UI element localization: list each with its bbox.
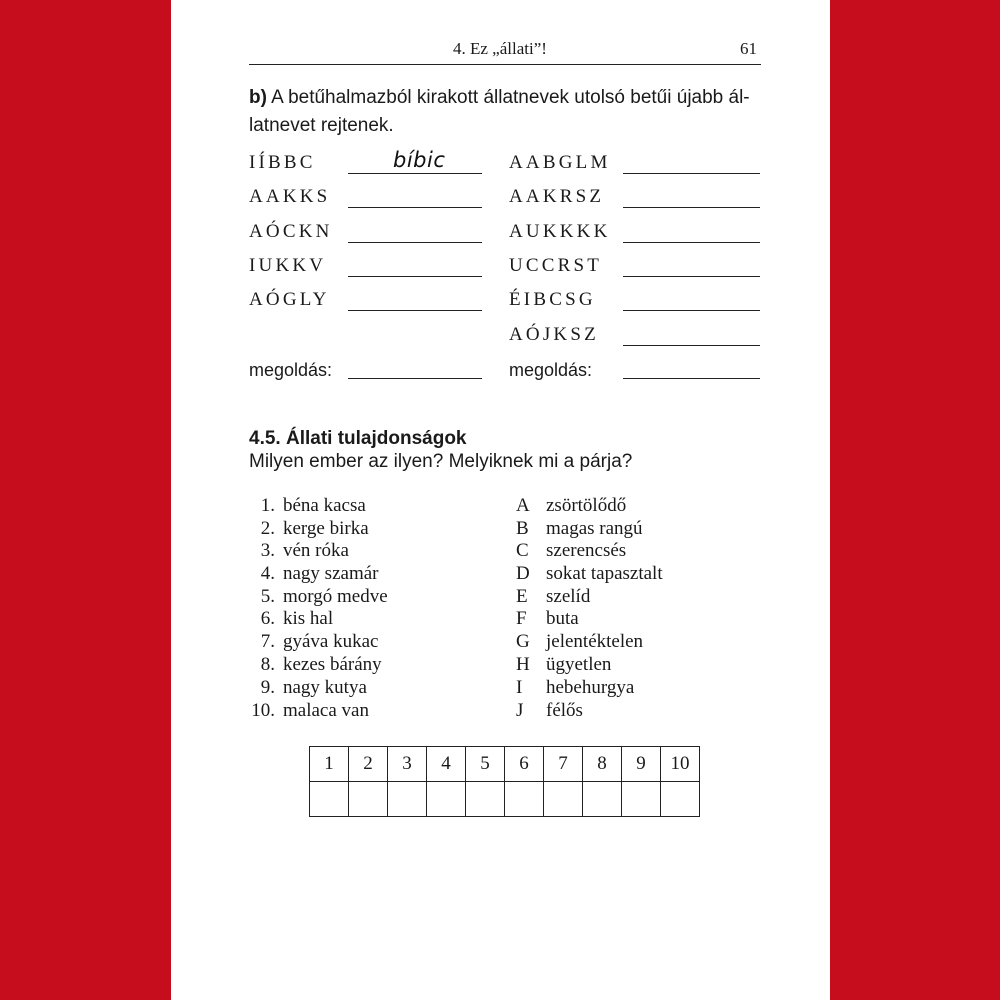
list-item	[249, 608, 333, 630]
section-question: Milyen ember az ilyen? Melyiknek mi a párja?	[249, 451, 633, 472]
scramble-right-3-letters: AUKKKK	[509, 221, 611, 242]
scramble-right-4-letters: UCCRST	[509, 255, 603, 276]
list-item	[249, 700, 369, 722]
answer-grid-answer-row	[310, 782, 700, 817]
item-text: hebehurgya	[546, 677, 635, 698]
list-item	[249, 677, 367, 699]
header-rule	[249, 64, 761, 65]
item-text: szerencsés	[546, 540, 627, 561]
item-number: 3.	[260, 540, 275, 561]
item-text: szelíd	[546, 586, 591, 607]
item-text: zsörtölődő	[546, 495, 627, 516]
list-item	[249, 563, 378, 585]
answer-grid-cell[interactable]	[583, 782, 622, 817]
answer-grid-header: 10	[661, 747, 700, 782]
list-item	[249, 654, 382, 676]
answer-grid-cell[interactable]	[388, 782, 427, 817]
part-b-label: b)	[249, 87, 267, 108]
part-b-instruction-line1: A betűhalmazból kirakott állatnevek utolsó betűi újabb ál-	[266, 87, 750, 108]
item-text: malaca van	[283, 700, 369, 721]
scramble-left-1-answer: bíbic	[393, 148, 446, 172]
scramble-right-6-letters: AÓJKSZ	[509, 324, 599, 345]
list-item	[249, 540, 349, 562]
list-item	[249, 518, 369, 540]
item-number: 9.	[260, 677, 275, 698]
answer-grid-cell[interactable]	[310, 782, 349, 817]
scramble-right-4-blank[interactable]	[623, 276, 760, 277]
list-item	[516, 677, 634, 699]
solution-label-left: megoldás:	[249, 360, 333, 380]
item-text: kezes bárány	[283, 654, 382, 675]
answer-grid-header-row	[310, 747, 700, 782]
scramble-right-6-blank[interactable]	[623, 345, 760, 346]
scramble-left-2-blank[interactable]	[348, 207, 482, 208]
answer-grid-cell[interactable]	[544, 782, 583, 817]
item-text: ügyetlen	[546, 654, 612, 675]
item-letter: B	[516, 518, 529, 539]
list-item	[516, 495, 626, 517]
item-text: morgó medve	[283, 586, 388, 607]
scramble-left-3-blank[interactable]	[348, 242, 482, 243]
part-b-instruction-line2: latnevet rejtenek.	[249, 115, 394, 136]
list-item	[516, 631, 643, 653]
list-item	[516, 563, 663, 585]
item-number: 4.	[260, 563, 275, 584]
item-text: félős	[546, 700, 583, 721]
scramble-left-3-letters: AÓCKN	[249, 221, 333, 242]
scramble-right-2-letters: AAKRSZ	[509, 186, 605, 207]
answer-grid-header: 4	[427, 747, 466, 782]
scramble-left-1-letters: IÍBBC	[249, 152, 316, 173]
scramble-right-2-blank[interactable]	[623, 207, 760, 208]
item-letter: E	[516, 586, 528, 607]
item-text: magas rangú	[546, 518, 643, 539]
item-number: 7.	[260, 631, 275, 652]
item-letter: C	[516, 540, 529, 561]
item-text: buta	[546, 608, 579, 629]
answer-grid-cell[interactable]	[427, 782, 466, 817]
answer-grid-header: 5	[466, 747, 505, 782]
list-item	[249, 495, 366, 517]
item-text: kis hal	[283, 608, 334, 629]
scramble-left-4-letters: IUKKV	[249, 255, 327, 276]
item-text: nagy kutya	[283, 677, 367, 698]
answer-grid-header: 7	[544, 747, 583, 782]
item-text: nagy szamár	[283, 563, 379, 584]
scramble-right-5-letters: ÉIBCSG	[509, 289, 596, 310]
scramble-left-4-blank[interactable]	[348, 276, 482, 277]
list-item	[249, 586, 388, 608]
item-letter: H	[516, 654, 530, 675]
item-number: 2.	[260, 518, 275, 539]
solution-blank-left[interactable]	[348, 378, 482, 379]
list-item	[516, 586, 590, 608]
item-number: 1.	[260, 495, 275, 516]
answer-grid-header: 2	[349, 747, 388, 782]
section-title: 4.5. Állati tulajdonságok	[249, 428, 467, 449]
scramble-left-5-letters: AÓGLY	[249, 289, 330, 310]
scramble-left-2-letters: AAKKS	[249, 186, 331, 207]
list-item	[516, 654, 611, 676]
item-text: béna kacsa	[283, 495, 366, 516]
scramble-right-5-blank[interactable]	[623, 310, 760, 311]
chapter-title: 4. Ez „állati”!	[453, 39, 547, 58]
scramble-right-3-blank[interactable]	[623, 242, 760, 243]
item-number: 10.	[251, 700, 275, 721]
solution-label-right: megoldás:	[509, 360, 593, 380]
answer-grid-cell[interactable]	[622, 782, 661, 817]
item-letter: I	[516, 677, 523, 698]
list-item	[516, 540, 626, 562]
scramble-right-1-blank[interactable]	[623, 173, 760, 174]
item-number: 6.	[260, 608, 275, 629]
part-b-instruction	[249, 84, 769, 140]
answer-grid-header: 9	[622, 747, 661, 782]
item-number: 5.	[260, 586, 275, 607]
answer-grid-cell[interactable]	[661, 782, 700, 817]
answer-grid	[309, 746, 700, 817]
answer-grid-cell[interactable]	[505, 782, 544, 817]
item-number: 8.	[260, 654, 275, 675]
list-item	[516, 518, 643, 540]
scramble-right-1-letters: AABGLM	[509, 152, 611, 173]
answer-grid-header: 3	[388, 747, 427, 782]
solution-blank-right[interactable]	[623, 378, 760, 379]
answer-grid-cell[interactable]	[349, 782, 388, 817]
item-letter: F	[516, 608, 527, 629]
item-text: jelentéktelen	[546, 631, 644, 652]
item-text: sokat tapasztalt	[546, 563, 663, 584]
item-text: kerge birka	[283, 518, 369, 539]
list-item	[516, 608, 579, 630]
item-letter: G	[516, 631, 530, 652]
item-letter: A	[516, 495, 530, 516]
answer-grid-header: 8	[583, 747, 622, 782]
item-text: gyáva kukac	[283, 631, 379, 652]
list-item	[249, 631, 378, 653]
scramble-left-1-blank[interactable]	[348, 173, 482, 174]
item-letter: D	[516, 563, 530, 584]
scramble-left-5-blank[interactable]	[348, 310, 482, 311]
item-text: vén róka	[283, 540, 349, 561]
answer-grid-header: 6	[505, 747, 544, 782]
list-item	[516, 700, 583, 722]
page-number: 61	[740, 39, 757, 58]
item-letter: J	[516, 700, 524, 721]
answer-grid-header: 1	[310, 747, 349, 782]
answer-grid-cell[interactable]	[466, 782, 505, 817]
